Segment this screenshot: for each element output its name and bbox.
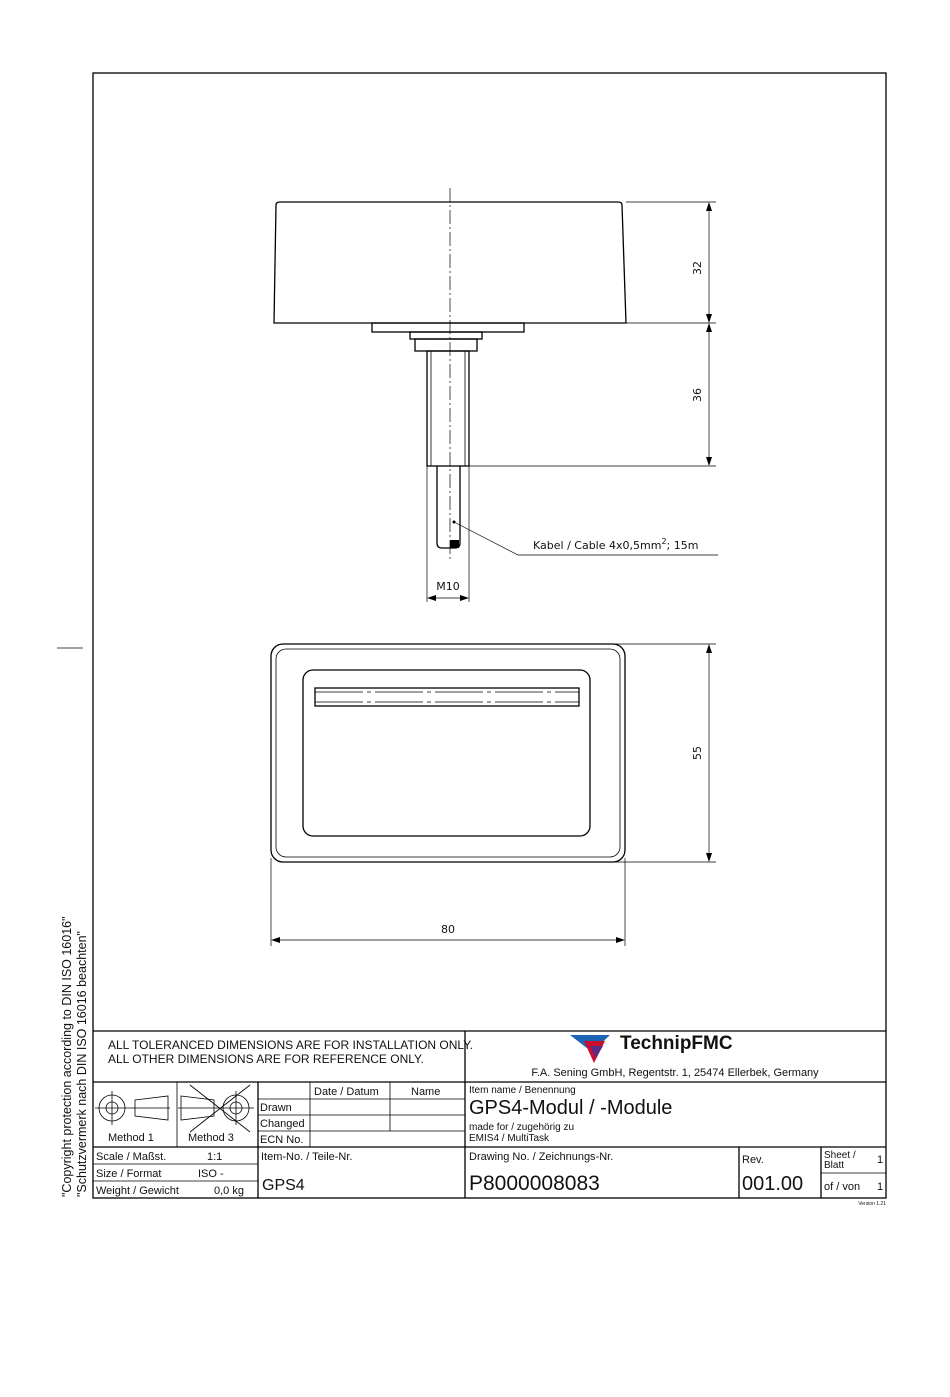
drawn-label: Drawn bbox=[260, 1102, 292, 1114]
sheet-label-2: Blatt bbox=[824, 1160, 845, 1171]
top-recess bbox=[303, 670, 590, 836]
of-value: 1 bbox=[877, 1181, 884, 1193]
copyright-line-1: "Copyright protection according to DIN ISO 16016" bbox=[60, 916, 74, 1197]
top-outer-outline bbox=[271, 644, 625, 862]
method-1-label: Method 1 bbox=[108, 1132, 154, 1144]
version-note: Version 1.21 bbox=[858, 1201, 886, 1207]
drawing-no: P8000008083 bbox=[469, 1172, 600, 1195]
changed-label: Changed bbox=[260, 1118, 305, 1130]
item-name-label: Item name / Benennung bbox=[469, 1085, 576, 1096]
weight-value: 0,0 kg bbox=[214, 1185, 244, 1197]
name-header: Name bbox=[411, 1086, 441, 1098]
scale-value: 1:1 bbox=[207, 1151, 223, 1163]
projection-method-3 bbox=[178, 1085, 254, 1144]
company-address: F.A. Sening GmbH, Regentstr. 1, 25474 Ellerbek, Germany bbox=[531, 1067, 819, 1079]
drawing-no-label: Drawing No. / Zeichnungs-Nr. bbox=[469, 1151, 614, 1163]
date-header: Date / Datum bbox=[314, 1086, 379, 1098]
side-view bbox=[274, 188, 718, 602]
item-no: GPS4 bbox=[262, 1177, 305, 1194]
projection-method-1 bbox=[95, 1091, 170, 1144]
base-flange bbox=[372, 323, 524, 332]
rev-value: 001.00 bbox=[742, 1173, 804, 1195]
weight-label: Weight / Gewicht bbox=[96, 1185, 179, 1197]
item-no-label: Item-No. / Teile-Nr. bbox=[261, 1151, 353, 1163]
of-label: of / von bbox=[824, 1181, 861, 1193]
dim-depth: 55 bbox=[691, 746, 704, 760]
sheet-value: 1 bbox=[877, 1154, 884, 1166]
note-line-2: ALL OTHER DIMENSIONS ARE FOR REFERENCE ONLY. bbox=[108, 1052, 424, 1066]
sheet-label-1: Sheet / bbox=[824, 1150, 856, 1161]
dim-height-top: 32 bbox=[691, 261, 704, 275]
technipfmc-logo bbox=[570, 1033, 733, 1063]
logo-text: TechnipFMC bbox=[620, 1033, 733, 1054]
dim-thread: M10 bbox=[436, 580, 460, 593]
label-strip bbox=[315, 688, 579, 706]
method-3-label: Method 3 bbox=[188, 1132, 234, 1144]
item-name: GPS4-Modul / -Module bbox=[469, 1097, 673, 1119]
copyright-line-2: "Schutzvermerk nach DIN ISO 16016 beachten" bbox=[75, 931, 89, 1197]
cable-end bbox=[450, 540, 459, 548]
made-for: EMIS4 / MultiTask bbox=[469, 1133, 550, 1144]
rev-label: Rev. bbox=[742, 1154, 764, 1166]
dim-height-shaft: 36 bbox=[691, 388, 704, 402]
made-for-label: made for / zugehörig zu bbox=[469, 1122, 575, 1133]
cable-callout: Kabel / Cable $4x0,5mm^2$; 15m bbox=[533, 537, 699, 552]
nut bbox=[410, 332, 482, 339]
drawing-frame bbox=[93, 73, 886, 1198]
note-line-1: ALL TOLERANCED DIMENSIONS ARE FOR INSTALLATION ONLY. bbox=[108, 1038, 473, 1052]
top-inner-outline bbox=[276, 649, 620, 857]
dim-width: 80 bbox=[441, 923, 455, 936]
nut-lower bbox=[415, 339, 477, 351]
threaded-shaft bbox=[427, 351, 469, 466]
size-value: ISO - bbox=[198, 1168, 224, 1180]
cable bbox=[437, 466, 460, 548]
scale-label: Scale / Maßst. bbox=[96, 1151, 167, 1163]
copyright-note bbox=[60, 916, 89, 1197]
ecn-label: ECN No. bbox=[260, 1134, 304, 1146]
title-block bbox=[93, 1031, 886, 1207]
size-label: Size / Format bbox=[96, 1168, 162, 1180]
top-view bbox=[271, 644, 716, 946]
